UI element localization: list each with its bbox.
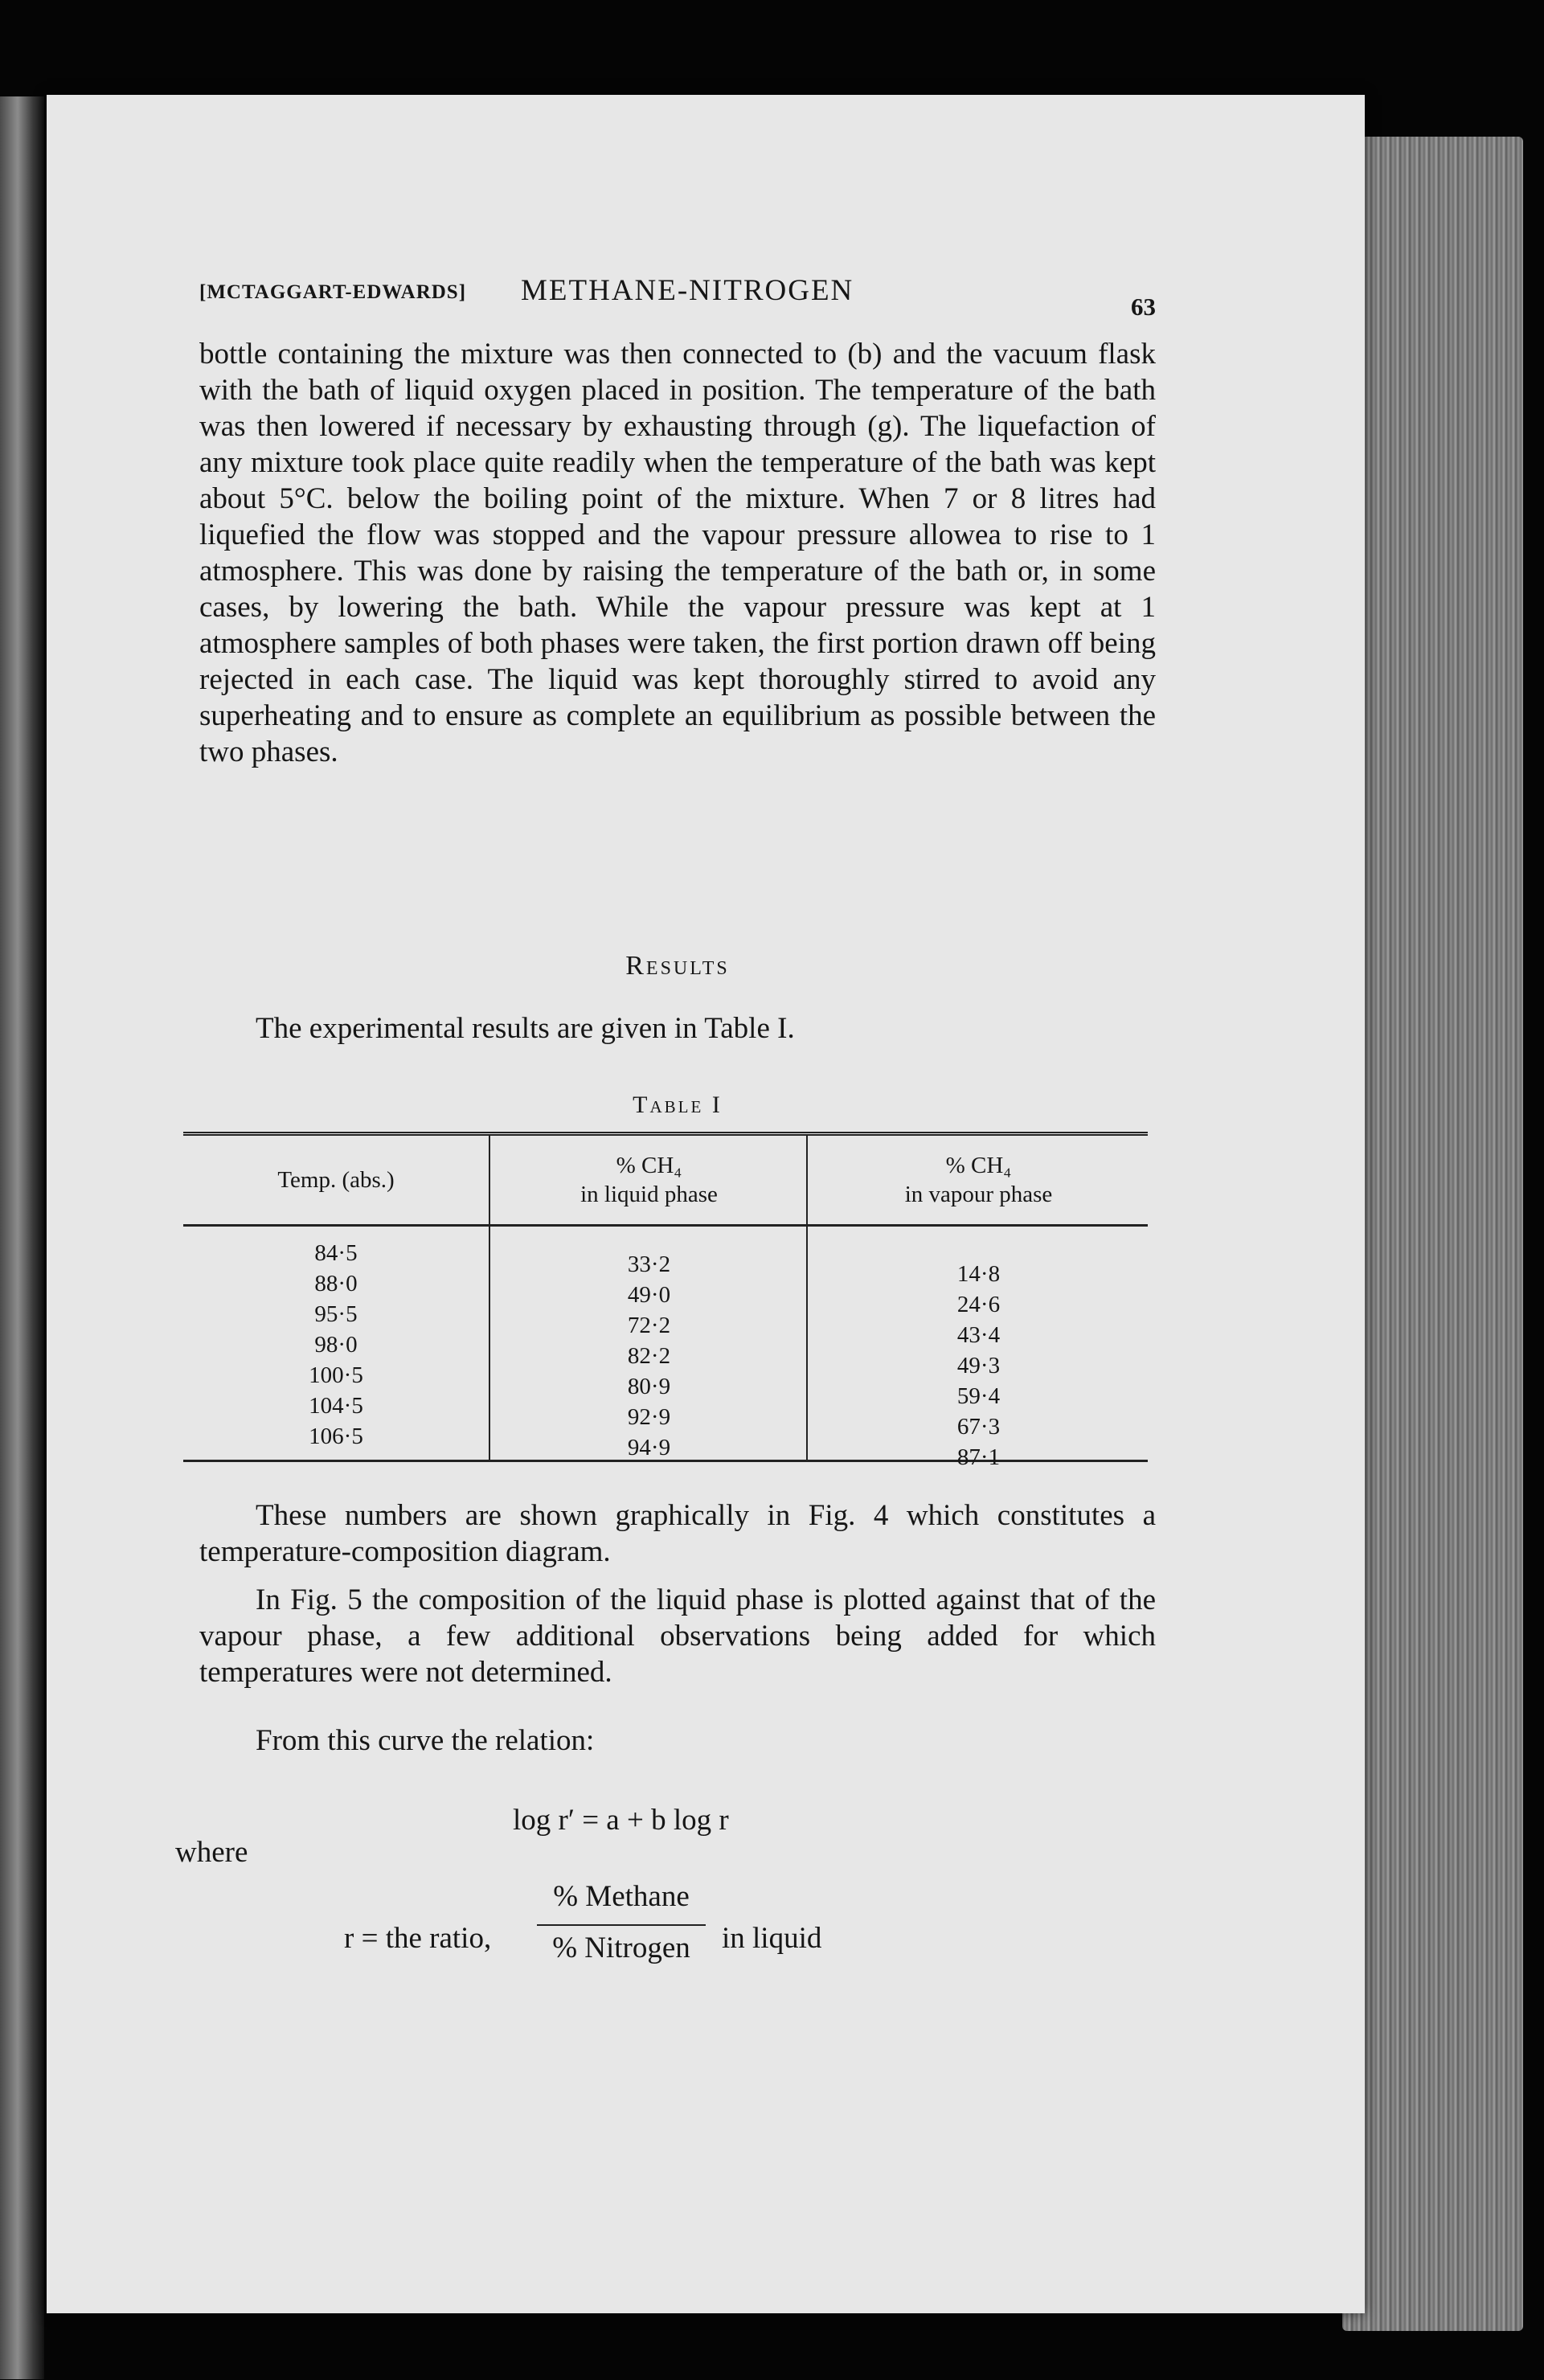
liquid-column [489, 1227, 808, 1460]
results-table [183, 1132, 1148, 1470]
table-cell: 59·4 [956, 1383, 1001, 1409]
ratio-rhs: in liquid [722, 1922, 822, 1955]
table-cell: 72·2 [627, 1313, 671, 1338]
header-authors: [MCTAGGART-EDWARDS] [199, 281, 467, 303]
paragraph-fig5: In Fig. 5 the composition of the liquid phase is plotted against that of the vapour phase, a few additional observations being added for which temperatures were not determined. [199, 1583, 1156, 1689]
table-cell: 92·9 [627, 1404, 671, 1430]
table-cell: 87·1 [956, 1444, 1001, 1470]
running-header [199, 273, 1156, 322]
table-caption: Table I [633, 1092, 723, 1118]
paragraph-procedure: bottle containing the mixture was then connected to (b) and the vacuum flask with the bath of liquid oxygen placed in position. The temperature of the bath was then lowered if necessary by exhausting through (g). The liquefaction of any mixture took place quite readily when the temperature of the bath was kept about 5°C. below the boiling point of the mixture. When 7 or 8 litres had liquefied the flow was stopped and the vapour pressure allowea to rise to 1 atmosphere. This was done by raising the temperature of the bath or, in some cases, by lowering the bath. While the vapour pressure was kept at 1 atmosphere samples of both phases were taken, the first portion drawn off being rejected in each case. The liquid was kept thoroughly stirred to avoid any superheating and to ensure as complete an equilibrium as possible between the two phases. [199, 338, 1156, 768]
header-vapour-line2: in vapour phase [904, 1182, 1053, 1207]
page-number: 63 [1131, 293, 1156, 321]
ratio-definition [344, 1879, 1067, 2008]
paragraph-relation: From this curve the relation: [256, 1724, 595, 1757]
table-cell: 95·5 [314, 1301, 358, 1327]
ratio-fraction [537, 1879, 706, 1971]
section-heading-results: Results [625, 951, 730, 981]
table-cell: 67·3 [956, 1414, 1001, 1440]
table-cell: 100·5 [309, 1362, 363, 1388]
header-liquid-line2: in liquid phase [580, 1182, 718, 1207]
table-cell: 88·0 [314, 1271, 358, 1297]
table-header-row [183, 1136, 1148, 1227]
header-liquid [489, 1136, 808, 1224]
table-cell: 106·5 [309, 1423, 363, 1449]
table-cell: 49·0 [627, 1282, 671, 1308]
table-cell: 14·8 [956, 1261, 1001, 1287]
table-cell: 80·9 [627, 1374, 671, 1399]
temp-column [183, 1238, 489, 1452]
vapour-column [806, 1227, 1149, 1470]
header-temp [183, 1136, 489, 1224]
fraction-numerator: % Methane [553, 1880, 690, 1913]
table-cell: 33·2 [627, 1251, 671, 1277]
table-cell: 98·0 [314, 1332, 358, 1358]
book-page [47, 95, 1365, 2313]
table-cell: 24·6 [956, 1292, 1001, 1317]
header-liquid-line1: % CH₄ [616, 1153, 682, 1178]
book-left-edge [0, 96, 44, 2379]
where-label: where [175, 1836, 248, 1869]
table-cell: 49·3 [956, 1353, 1001, 1378]
fraction-denominator: % Nitrogen [552, 1931, 690, 1964]
header-vapour-line1: % CH₄ [945, 1153, 1012, 1178]
book-page-stack [1342, 137, 1523, 2331]
table-body [183, 1227, 1148, 1470]
fraction-bar [537, 1924, 706, 1926]
table-cell: 82·2 [627, 1343, 671, 1369]
results-intro: The experimental results are given in Table I. [256, 1012, 795, 1045]
table-cell: 104·5 [309, 1393, 363, 1419]
table-cell: 84·5 [314, 1240, 358, 1266]
paragraph-fig4: These numbers are shown graphically in Fig. 4 which constitutes a temperature-composition diagram. [199, 1499, 1156, 1568]
log-formula: log r′ = a + b log r [513, 1804, 729, 1837]
header-vapour [806, 1136, 1149, 1224]
table-cell: 43·4 [956, 1322, 1001, 1348]
header-temp-label: Temp. (abs.) [277, 1167, 395, 1193]
header-title: METHANE-NITROGEN [521, 274, 854, 307]
table-cell: 94·9 [627, 1435, 671, 1460]
ratio-lhs: r = the ratio, [344, 1922, 492, 1955]
